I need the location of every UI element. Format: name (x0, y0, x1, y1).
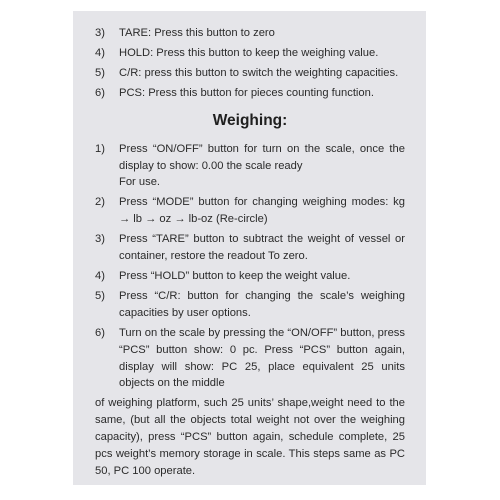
step-item-6 (95, 325, 405, 393)
step-number: 4) (95, 269, 105, 282)
step-item-1 (95, 141, 405, 192)
step-text: Turn on the scale by pressing the “ON/OFF” button, press “PCS” button show: 0 pc. Press “PCS” button again, display will show: PC 25, place equivalent 25 units objects on the middle (119, 326, 405, 390)
manual-page (73, 11, 426, 485)
list-number: 5) (95, 66, 105, 79)
list-text: C/R: press this button to switch the weighting capacities. (119, 66, 399, 79)
list-text: TARE: Press this button to zero (119, 27, 275, 39)
list-item-hold (95, 45, 405, 62)
list-number: 3) (95, 27, 105, 39)
step-text: Press “HOLD” button to keep the weight value. (119, 269, 351, 282)
step-number: 6) (95, 326, 105, 339)
list-item-tare (95, 25, 405, 42)
step-item-5 (95, 288, 405, 322)
list-item-pcs (95, 85, 405, 102)
list-text: HOLD: Press this button to keep the weighing value. (119, 46, 379, 59)
step-6-continuation: of weighing platform, such 25 units’ shape,weight need to the same, (but all the objects total weight not over the weighing capacity), press “PCS” button again, schedule complete, 25 pcs weight’s memory storage in scale. This steps same as PC 50, PC 100 operate. (95, 397, 405, 477)
step-number: 2) (95, 196, 105, 209)
step-extra-text: For use. (119, 176, 161, 189)
step-text: Press “MODE” button for changing weighing modes: kg → lb → oz → lb-oz (Re-circle) (119, 196, 405, 226)
step-text: Press “C/R: button for changing the scale’s weighing capacities by user options. (119, 289, 405, 319)
list-item-cr (95, 65, 405, 82)
section-heading-weighing: Weighing: (212, 111, 288, 129)
step-item-2 (95, 194, 405, 228)
list-text: PCS: Press this button for pieces counting function. (119, 86, 374, 99)
step-number: 5) (95, 289, 105, 302)
step-text: Press “ON/OFF” button for turn on the scale, once the display to show: 0.00 the scale ready (119, 142, 405, 172)
step-number: 1) (95, 142, 105, 155)
step-number: 3) (95, 233, 105, 246)
list-number: 4) (95, 46, 105, 59)
list-number: 6) (95, 86, 105, 99)
step-item-3 (95, 231, 405, 265)
step-text: Press “TARE” button to subtract the weight of vessel or container, restore the readout To zero. (119, 233, 405, 263)
step-item-4 (95, 268, 405, 285)
